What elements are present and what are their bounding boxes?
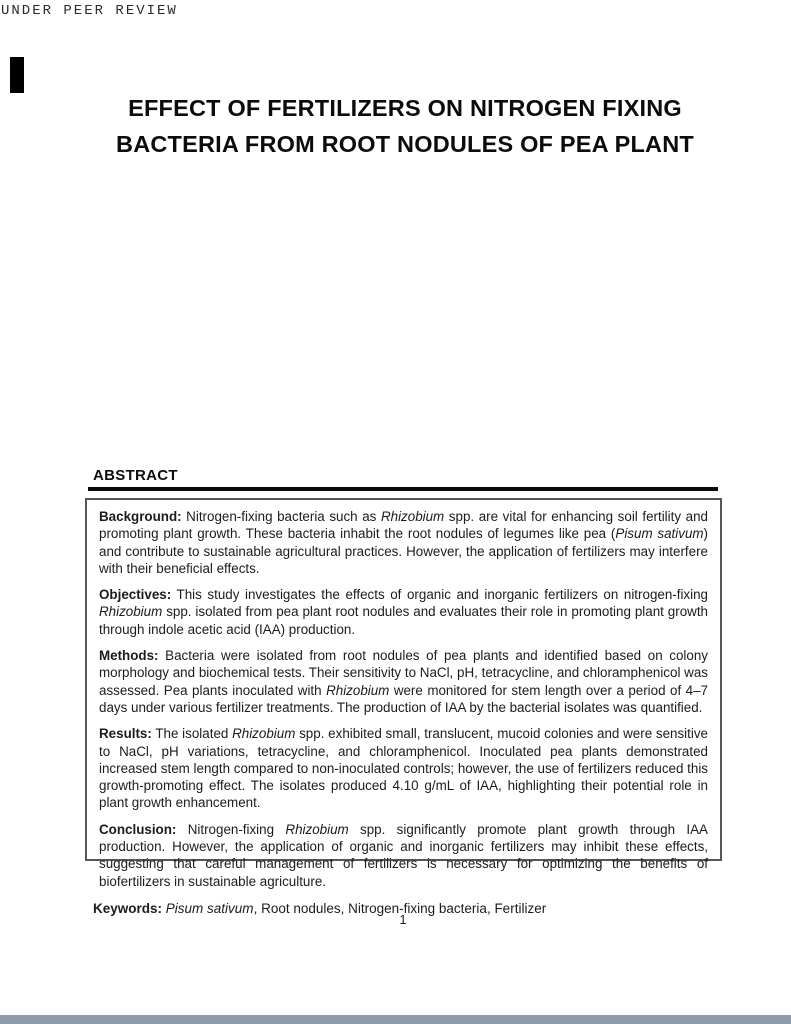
abstract-paragraph-conclusion: Conclusion: Nitrogen-fixing Rhizobium spp. significantly promote plant growth through IAA production. However, the application of organic and inorganic fertilizers may inhibit these effects, suggesting that careful management of fertilizers is necessary for optimizing the benefits of biofertilizers in sustainable agriculture. bbox=[99, 821, 708, 889]
abstract-paragraph-background: Background: Nitrogen-fixing bacteria such as Rhizobium spp. are vital for enhancing soil fertility and promoting plant growth. These bacteria inhabit the root nodules of legumes like pea (Pisum sativum) and contribute to sustainable agricultural practices. However, the application of fertilizers may interfere with their beneficial effects. bbox=[99, 509, 709, 576]
abstract-paragraph-objectives: Objectives: This study investigates the effects of organic and inorganic fertilizers on nitrogen-fixing Rhizobium spp. isolated from pea plant root nodules and evaluates their role in promoting plant growth through indole acetic acid (IAA) production. bbox=[99, 587, 708, 637]
abstract-heading: ABSTRACT bbox=[93, 467, 178, 484]
paper-title-line1: EFFECT OF FERTILIZERS ON NITROGEN FIXING bbox=[128, 95, 682, 121]
keywords-line: Keywords: Pisum sativum, Root nodules, Nitrogen-fixing bacteria, Fertilizer bbox=[93, 900, 547, 916]
abstract-paragraph-methods: Methods: Bacteria were isolated from root nodules of pea plants and identified based on colony morphology and biochemical tests. Their sensitivity to NaCl, pH, tetracycline, and chloramphenicol was assessed. Pea plants inoculated with Rhizobium were monitored for stem length over a period of 4–7 days under various fertilizer treatments. The production of IAA by the bacterial isolates was quantified. bbox=[99, 648, 708, 715]
paper-title bbox=[88, 90, 722, 162]
redaction-mark bbox=[10, 57, 24, 93]
peer-review-watermark: UNDER PEER REVIEW bbox=[1, 3, 178, 19]
bottom-page-edge-bar bbox=[0, 1015, 791, 1024]
abstract-box bbox=[85, 498, 722, 889]
paper-title-line2: BACTERIA FROM ROOT NODULES OF PEA PLANT bbox=[116, 131, 694, 157]
abstract-paragraph-results: Results: The isolated Rhizobium spp. exhibited small, translucent, mucoid colonies and were sensitive to NaCl, pH variations, tetracycline, and chloramphenicol. Inoculated pea plants demonstrated increased stem length compared to non-inoculated controls; however, the use of fertilizers reduced this growth-promoting effect. The isolates produced 4.10 g/mL of IAA, highlighting their potential role in plant growth enhancement. bbox=[99, 726, 708, 811]
abstract-heading-rule bbox=[88, 487, 718, 491]
page-number: 1 bbox=[399, 912, 407, 927]
